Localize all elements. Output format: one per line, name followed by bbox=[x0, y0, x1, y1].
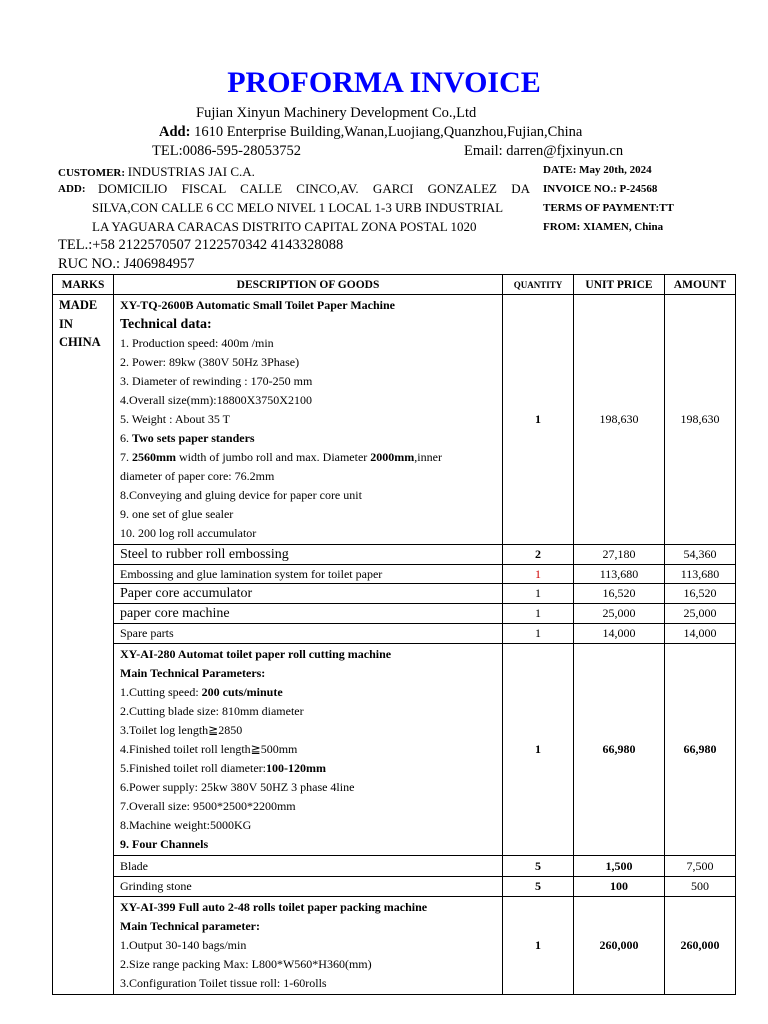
unit-price-cell: 16,520 bbox=[574, 584, 665, 604]
company-tel: TEL:0086-595-28053752 bbox=[152, 143, 302, 159]
description-line bbox=[120, 547, 289, 561]
amount-cell: 113,680 bbox=[665, 565, 736, 584]
description-line bbox=[120, 448, 496, 467]
table-header-row bbox=[53, 275, 736, 295]
description-cell bbox=[114, 877, 503, 897]
description-text: diameter of paper core: 76.2mm bbox=[120, 469, 275, 483]
description-text: 4.Overall size(mm):18800X3750X2100 bbox=[120, 393, 312, 407]
marks-line: MADE bbox=[59, 298, 98, 312]
customer-name: INDUSTRIAS JAI C.A. bbox=[127, 164, 255, 179]
description-line bbox=[120, 606, 230, 620]
amount-cell: 54,360 bbox=[665, 545, 736, 565]
header-amount: AMOUNT bbox=[665, 275, 736, 295]
description-text: ,inner bbox=[414, 450, 442, 464]
table-row bbox=[53, 877, 736, 897]
description-text: Grinding stone bbox=[120, 879, 192, 893]
description-cell bbox=[114, 584, 503, 604]
description-line bbox=[120, 664, 496, 683]
description-text: 6. bbox=[120, 431, 132, 445]
description-cell bbox=[114, 604, 503, 624]
unit-price-cell: 14,000 bbox=[574, 624, 665, 644]
description-text: 5.Finished toilet roll diameter: bbox=[120, 761, 266, 775]
unit-price-cell: 25,000 bbox=[574, 604, 665, 624]
unit-price-cell: 260,000 bbox=[574, 897, 665, 995]
description-line bbox=[120, 702, 496, 721]
table-row bbox=[53, 856, 736, 877]
table-row bbox=[53, 624, 736, 644]
description-line bbox=[120, 683, 496, 702]
marks-line: CHINA bbox=[59, 335, 101, 349]
customer-label: CUSTOMER: bbox=[58, 167, 126, 179]
description-text: 7.Overall size: 9500*2500*2200mm bbox=[120, 799, 296, 813]
description-cell bbox=[114, 856, 503, 877]
table-row bbox=[53, 604, 736, 624]
description-text: Two sets paper standers bbox=[132, 431, 255, 445]
description-cell bbox=[114, 295, 503, 545]
quantity-cell: 1 bbox=[503, 644, 574, 856]
quantity-cell: 1 bbox=[503, 584, 574, 604]
description-text: 100-120mm bbox=[265, 761, 326, 775]
description-text: XY-AI-280 Automat toilet paper roll cutting machine bbox=[120, 647, 392, 661]
description-text: Embossing and glue lamination system for toilet paper bbox=[120, 566, 383, 581]
description-text: 8.Machine weight:5000KG bbox=[120, 818, 252, 832]
description-text: paper core machine bbox=[120, 605, 230, 621]
amount-cell: 198,630 bbox=[665, 295, 736, 545]
description-text: 1. Production speed: 400m /min bbox=[120, 336, 274, 350]
table-row bbox=[53, 584, 736, 604]
description-text: 1.Output 30-140 bags/min bbox=[120, 938, 247, 952]
description-line bbox=[120, 429, 496, 448]
header-marks: MARKS bbox=[53, 275, 114, 295]
description-line bbox=[120, 505, 496, 524]
description-line bbox=[120, 778, 496, 797]
description-text: 6.Power supply: 25kw 380V 50HZ 3 phase 4line bbox=[120, 780, 355, 794]
amount-cell: 66,980 bbox=[665, 644, 736, 856]
description-text: 3.Configuration Toilet tissue roll: 1-60rolls bbox=[120, 976, 327, 990]
customer-add-label: ADD: bbox=[58, 183, 86, 195]
goods-table bbox=[52, 274, 736, 995]
quantity-cell: 5 bbox=[503, 877, 574, 897]
description-text: Main Technical parameter: bbox=[120, 919, 260, 933]
description-text: 9. one set of glue sealer bbox=[120, 507, 234, 521]
amount-cell: 7,500 bbox=[665, 856, 736, 877]
company-address bbox=[159, 124, 582, 141]
add-label: Add: bbox=[159, 124, 191, 140]
description-line bbox=[120, 586, 252, 600]
amount-cell: 500 bbox=[665, 877, 736, 897]
description-text: Blade bbox=[120, 858, 148, 873]
description-text: 2.Size range packing Max: L800*W560*H360(mm) bbox=[120, 957, 372, 971]
description-text: width of jumbo roll and max. Diameter bbox=[176, 450, 371, 464]
company-email: Email: darren@fjxinyun.cn bbox=[464, 143, 624, 159]
address-text: 1610 Enterprise Building,Wanan,Luojiang,Quanzhou,Fujian,China bbox=[194, 124, 583, 140]
description-line bbox=[120, 955, 496, 974]
table-row bbox=[53, 897, 736, 995]
description-text: 7. bbox=[120, 450, 132, 464]
header-unit-price: UNIT PRICE bbox=[574, 275, 665, 295]
description-line bbox=[120, 567, 382, 581]
invoice-title: PROFORMA INVOICE bbox=[227, 66, 541, 99]
unit-price-cell: 100 bbox=[574, 877, 665, 897]
customer-address-line-2: SILVA,CON CALLE 6 CC MELO NIVEL 1 LOCAL 1-3 URB INDUSTRIAL bbox=[92, 200, 504, 215]
quantity-cell: 1 bbox=[503, 565, 574, 584]
description-cell bbox=[114, 624, 503, 644]
description-text: 2.Cutting blade size: 810mm diameter bbox=[120, 704, 304, 718]
description-text: 3. Diameter of rewinding : 170-250 mm bbox=[120, 374, 313, 388]
description-line bbox=[120, 372, 496, 391]
description-cell bbox=[114, 644, 503, 856]
table-row bbox=[53, 545, 736, 565]
customer-ruc: RUC NO.: J406984957 bbox=[58, 256, 195, 272]
description-line bbox=[120, 917, 496, 936]
description-line bbox=[120, 410, 496, 429]
customer-address-line-1: DOMICILIO FISCAL CALLE CINCO,AV. GARCI GONZALEZ DA bbox=[98, 181, 530, 196]
description-line bbox=[120, 797, 496, 816]
description-text: Steel to rubber roll embossing bbox=[120, 546, 289, 562]
description-text: 2000mm bbox=[370, 450, 415, 464]
description-text: Paper core accumulator bbox=[120, 585, 253, 601]
quantity-cell: 5 bbox=[503, 856, 574, 877]
quantity-cell: 1 bbox=[503, 897, 574, 995]
unit-price-cell: 27,180 bbox=[574, 545, 665, 565]
description-line bbox=[120, 936, 496, 955]
description-line bbox=[120, 879, 192, 893]
description-line bbox=[120, 740, 496, 759]
shipped-from: FROM: XIAMEN, China bbox=[543, 221, 664, 233]
table-row bbox=[53, 644, 736, 856]
description-text: Technical data: bbox=[120, 317, 212, 332]
customer-tel: TEL.:+58 2122570507 2122570342 4143328088 bbox=[58, 237, 344, 253]
invoice-date: DATE: May 20th, 2024 bbox=[543, 164, 652, 176]
quantity-cell: 1 bbox=[503, 624, 574, 644]
description-text: 1.Cutting speed: bbox=[120, 685, 202, 699]
description-text: XY-AI-399 Full auto 2-48 rolls toilet paper packing machine bbox=[120, 900, 428, 914]
description-cell bbox=[114, 565, 503, 584]
description-text: 200 cuts/minute bbox=[201, 685, 283, 699]
amount-cell: 260,000 bbox=[665, 897, 736, 995]
quantity-cell: 1 bbox=[503, 295, 574, 545]
company-name: Fujian Xinyun Machinery Development Co.,Ltd bbox=[196, 105, 477, 121]
description-text: Spare parts bbox=[120, 626, 174, 640]
description-text: 2. Power: 89kw (380V 50Hz 3Phase) bbox=[120, 355, 300, 369]
table-row bbox=[53, 295, 736, 545]
description-text: 9. Four Channels bbox=[120, 837, 209, 851]
header-description: DESCRIPTION OF GOODS bbox=[114, 275, 503, 295]
description-line bbox=[120, 353, 496, 372]
unit-price-cell: 113,680 bbox=[574, 565, 665, 584]
description-line bbox=[120, 645, 496, 664]
description-line bbox=[120, 524, 496, 543]
description-line bbox=[120, 626, 174, 640]
marks-line: IN bbox=[59, 316, 73, 331]
description-line bbox=[120, 835, 496, 854]
description-line bbox=[120, 391, 496, 410]
description-line bbox=[120, 334, 496, 353]
description-line bbox=[120, 974, 496, 993]
quantity-cell: 2 bbox=[503, 545, 574, 565]
description-text: 3.Toilet log length≧2850 bbox=[120, 723, 243, 737]
description-text: 5. Weight : About 35 T bbox=[120, 412, 230, 426]
description-text: Main Technical Parameters: bbox=[120, 666, 266, 680]
amount-cell: 14,000 bbox=[665, 624, 736, 644]
description-line bbox=[120, 721, 496, 740]
unit-price-cell: 1,500 bbox=[574, 856, 665, 877]
payment-terms: TERMS OF PAYMENT:TT bbox=[543, 202, 674, 214]
description-text: 8.Conveying and gluing device for paper core unit bbox=[120, 488, 362, 502]
quantity-cell: 1 bbox=[503, 604, 574, 624]
table-row bbox=[53, 565, 736, 584]
description-line bbox=[120, 467, 496, 486]
description-text: 4.Finished toilet roll length≧500mm bbox=[120, 742, 298, 756]
description-line bbox=[120, 816, 496, 835]
invoice-number: INVOICE NO.: P-24568 bbox=[543, 183, 658, 195]
description-line bbox=[120, 759, 496, 778]
description-line bbox=[120, 898, 496, 917]
unit-price-cell: 66,980 bbox=[574, 644, 665, 856]
description-cell bbox=[114, 545, 503, 565]
description-text: XY-TQ-2600B Automatic Small Toilet Paper Machine bbox=[120, 298, 396, 312]
description-line bbox=[120, 486, 496, 505]
description-text: 2560mm bbox=[132, 450, 176, 464]
description-line bbox=[120, 859, 148, 873]
amount-cell: 25,000 bbox=[665, 604, 736, 624]
marks-cell bbox=[53, 295, 114, 995]
customer bbox=[58, 164, 255, 180]
description-line bbox=[120, 315, 496, 334]
header-quantity: QUANTITY bbox=[503, 275, 574, 295]
description-cell bbox=[114, 897, 503, 995]
description-line bbox=[120, 296, 496, 315]
unit-price-cell: 198,630 bbox=[574, 295, 665, 545]
description-text: 10. 200 log roll accumulator bbox=[120, 526, 257, 540]
customer-address-line-3: LA YAGUARA CARACAS DISTRITO CAPITAL ZONA POSTAL 1020 bbox=[92, 219, 477, 234]
amount-cell: 16,520 bbox=[665, 584, 736, 604]
